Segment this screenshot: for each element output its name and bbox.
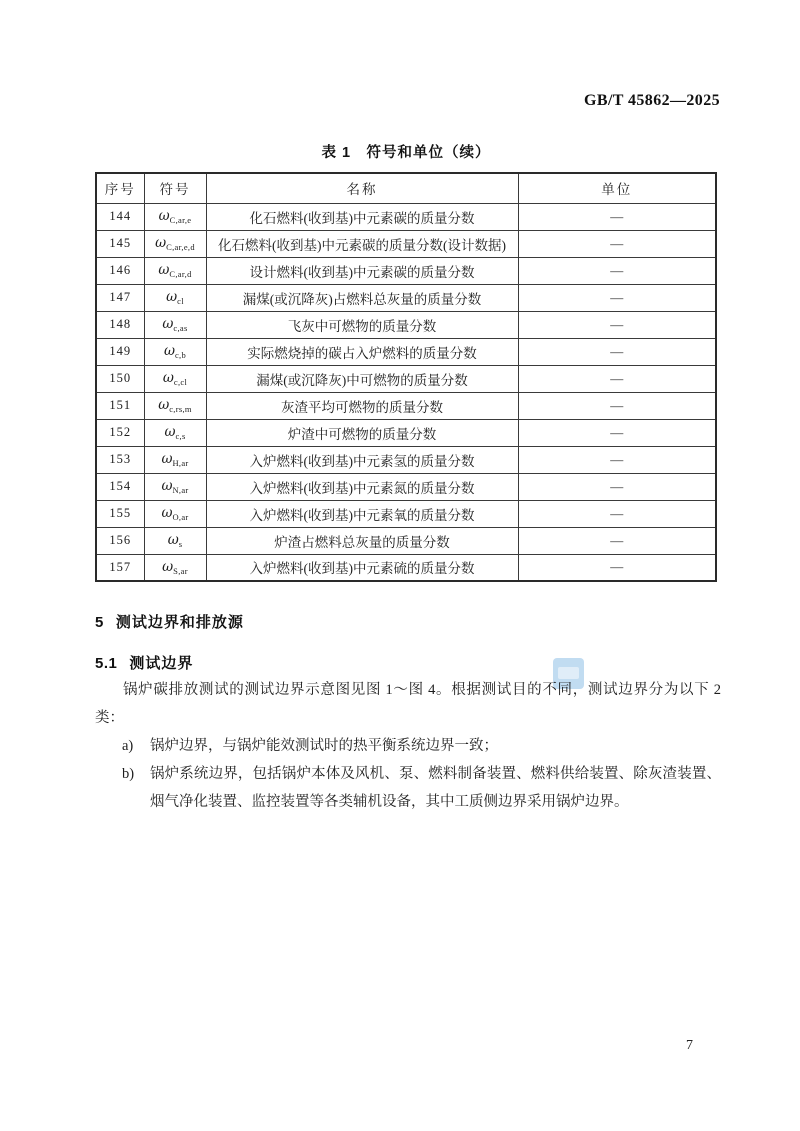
row-index-cell: 154 <box>96 473 144 500</box>
row-name-cell: 设计燃料(收到基)中元素碳的质量分数 <box>206 257 518 284</box>
row-name-cell: 炉渣中可燃物的质量分数 <box>206 419 518 446</box>
row-name-cell: 灰渣平均可燃物的质量分数 <box>206 392 518 419</box>
row-unit-cell: — <box>518 500 716 527</box>
list-marker-b: b) <box>122 766 135 782</box>
row-name-cell: 实际燃烧掉的碳占入炉燃料的质量分数 <box>206 338 518 365</box>
section-heading-5 <box>95 611 244 632</box>
row-symbol-cell: $\omega_s$ <box>144 527 206 554</box>
row-index-cell: 148 <box>96 311 144 338</box>
table-row <box>96 284 716 311</box>
table-row <box>96 203 716 230</box>
subsection-number: 5.1 <box>95 655 118 672</box>
row-index-cell: 151 <box>96 392 144 419</box>
row-unit-cell: — <box>518 284 716 311</box>
list-text-b: 锅炉系统边界，包括锅炉本体及风机、泵、燃料制备装置、燃料供给装置、除灰渣装置、烟气净化装置、监控装置等各类辅机设备，其中工质侧边界采用锅炉边界。 <box>150 766 721 810</box>
row-index-cell: 146 <box>96 257 144 284</box>
column-header-symbol: 符号 <box>144 173 206 203</box>
row-name-cell: 飞灰中可燃物的质量分数 <box>206 311 518 338</box>
table-row <box>96 554 716 581</box>
row-index-cell: 155 <box>96 500 144 527</box>
row-unit-cell: — <box>518 257 716 284</box>
row-symbol-cell: $\omega_{N,ar}$ <box>144 473 206 500</box>
row-symbol-cell: $\omega_{c,s}$ <box>144 419 206 446</box>
row-index-cell: 150 <box>96 365 144 392</box>
body-paragraph <box>95 676 721 816</box>
row-name-cell: 漏煤(或沉降灰)中可燃物的质量分数 <box>206 365 518 392</box>
table-row <box>96 257 716 284</box>
row-symbol-cell: $\omega_{C,ar,e}$ <box>144 203 206 230</box>
list-item <box>95 732 721 760</box>
row-symbol-cell: $\omega_{c,b}$ <box>144 338 206 365</box>
table-title: 表 1 符号和单位（续） <box>321 145 491 161</box>
column-header-unit: 单位 <box>518 173 716 203</box>
row-name-cell: 入炉燃料(收到基)中元素氮的质量分数 <box>206 473 518 500</box>
row-symbol-cell: $\omega_{H,ar}$ <box>144 446 206 473</box>
row-name-cell: 漏煤(或沉降灰)占燃料总灰量的质量分数 <box>206 284 518 311</box>
table-row <box>96 527 716 554</box>
row-index-cell: 157 <box>96 554 144 581</box>
row-symbol-cell: $\omega_{S,ar}$ <box>144 554 206 581</box>
row-unit-cell: — <box>518 338 716 365</box>
list-marker-a: a) <box>122 738 134 754</box>
row-symbol-cell: $\omega_{cl}$ <box>144 284 206 311</box>
row-symbol-cell: $\omega_{c,rs,m}$ <box>144 392 206 419</box>
table-row <box>96 311 716 338</box>
row-unit-cell: — <box>518 473 716 500</box>
table-row <box>96 338 716 365</box>
row-unit-cell: — <box>518 365 716 392</box>
symbols-units-table <box>95 172 717 582</box>
row-unit-cell: — <box>518 230 716 257</box>
row-index-cell: 145 <box>96 230 144 257</box>
section-heading-5-1 <box>95 652 193 673</box>
table-row <box>96 392 716 419</box>
table-row <box>96 419 716 446</box>
row-unit-cell: — <box>518 419 716 446</box>
page-number: 7 <box>686 1038 693 1053</box>
row-name-cell: 入炉燃料(收到基)中元素氢的质量分数 <box>206 446 518 473</box>
table-row <box>96 473 716 500</box>
list-item <box>95 760 721 816</box>
standard-number: GB/T 45862—2025 <box>584 92 720 109</box>
table-row <box>96 230 716 257</box>
table-body <box>96 203 716 581</box>
row-unit-cell: — <box>518 311 716 338</box>
row-name-cell: 炉渣占燃料总灰量的质量分数 <box>206 527 518 554</box>
row-unit-cell: — <box>518 446 716 473</box>
row-index-cell: 153 <box>96 446 144 473</box>
list-text-a: 锅炉边界，与锅炉能效测试时的热平衡系统边界一致； <box>150 738 498 754</box>
row-index-cell: 147 <box>96 284 144 311</box>
column-header-index: 序号 <box>96 173 144 203</box>
row-symbol-cell: $\omega_{O,ar}$ <box>144 500 206 527</box>
row-symbol-cell: $\omega_{C,ar,d}$ <box>144 257 206 284</box>
table-header-row <box>96 173 716 203</box>
row-unit-cell: — <box>518 392 716 419</box>
row-index-cell: 152 <box>96 419 144 446</box>
row-index-cell: 149 <box>96 338 144 365</box>
table-row <box>96 365 716 392</box>
row-name-cell: 入炉燃料(收到基)中元素硫的质量分数 <box>206 554 518 581</box>
row-unit-cell: — <box>518 554 716 581</box>
section-number: 5 <box>95 614 104 631</box>
row-symbol-cell: $\omega_{C,ar,e,d}$ <box>144 230 206 257</box>
row-index-cell: 156 <box>96 527 144 554</box>
subsection-title: 测试边界 <box>129 655 194 672</box>
paragraph-intro: 锅炉碳排放测试的测试边界示意图见图 1～图 4。根据测试目的不同，测试边界分为以下 2 类： <box>95 682 721 726</box>
table-row <box>96 500 716 527</box>
row-index-cell: 144 <box>96 203 144 230</box>
row-unit-cell: — <box>518 527 716 554</box>
row-symbol-cell: $\omega_{c,as}$ <box>144 311 206 338</box>
section-title: 测试边界和排放源 <box>115 614 244 631</box>
column-header-name: 名称 <box>206 173 518 203</box>
row-symbol-cell: $\omega_{c,cl}$ <box>144 365 206 392</box>
row-name-cell: 入炉燃料(收到基)中元素氧的质量分数 <box>206 500 518 527</box>
row-unit-cell: — <box>518 203 716 230</box>
table-row <box>96 446 716 473</box>
row-name-cell: 化石燃料(收到基)中元素碳的质量分数 <box>206 203 518 230</box>
row-name-cell: 化石燃料(收到基)中元素碳的质量分数(设计数据) <box>206 230 518 257</box>
